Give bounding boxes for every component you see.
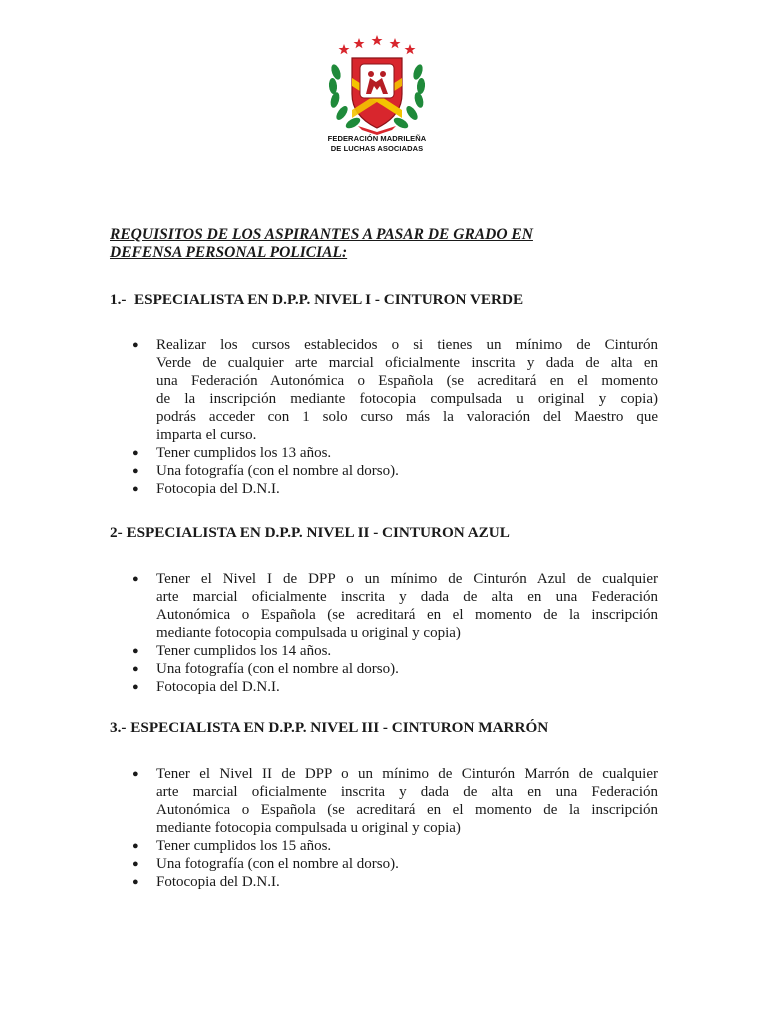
item-text-line: mediante fotocopia compulsada u original y copia): [156, 820, 461, 836]
item-text-line: Tener el Nivel I de DPP o un mínimo de Cinturón Azul de cualquier: [156, 571, 658, 587]
document-title-line: DEFENSA PERSONAL POLICIAL:: [110, 244, 348, 261]
bullet-icon: ●: [132, 858, 139, 870]
bullet-icon: ●: [132, 876, 139, 888]
section-heading-nivel-2: 2- ESPECIALISTA EN D.P.P. NIVEL II - CINTURON AZUL: [110, 524, 510, 541]
bullet-icon: ●: [132, 447, 139, 459]
bullet-icon: ●: [132, 768, 139, 780]
item-text-line: arte marcial oficialmente inscrita y dada de alta en una Federación: [156, 784, 658, 800]
list-item: [110, 837, 658, 855]
federation-emblem-icon: [322, 32, 432, 136]
bullet-icon: ●: [132, 681, 139, 693]
bullet-icon: ●: [132, 339, 139, 351]
list-item: [110, 765, 658, 837]
requirements-list-nivel-1: [110, 336, 658, 498]
list-item: [110, 336, 658, 444]
item-text-line: podrás acceder con 1 solo curso más la valoración del Maestro que: [156, 409, 658, 425]
item-text-line: Fotocopia del D.N.I.: [156, 679, 280, 695]
item-text-line: Autonómica o Española (se acreditará en el momento de la inscripción: [156, 802, 658, 818]
item-text-line: Tener cumplidos los 13 años.: [156, 445, 332, 461]
stars-icon: [339, 35, 416, 54]
list-item: [110, 855, 658, 873]
federation-name: [300, 134, 454, 153]
item-text-line: Una fotografía (con el nombre al dorso).: [156, 463, 399, 479]
list-item: [110, 678, 658, 696]
item-text-line: una Federación Autonómica o Española (se acreditará en el momento: [156, 373, 658, 389]
item-text-line: Tener el Nivel II de DPP o un mínimo de Cinturón Marrón de cualquier: [156, 766, 658, 782]
item-text-line: Realizar los cursos establecidos o si tienes un mínimo de Cinturón: [156, 337, 658, 353]
document-title: [110, 226, 670, 262]
item-text-line: Tener cumplidos los 14 años.: [156, 643, 332, 659]
item-text-line: Tener cumplidos los 15 años.: [156, 838, 332, 854]
list-item: [110, 873, 658, 891]
federation-name-line: FEDERACIÓN MADRILEÑA: [327, 134, 427, 143]
item-text-line: Una fotografía (con el nombre al dorso).: [156, 856, 399, 872]
item-text-line: imparta el curso.: [156, 427, 257, 443]
list-item: [110, 480, 658, 498]
item-text-line: Verde de cualquier arte marcial oficialmente inscrita y dada de alta en: [156, 355, 658, 371]
item-text-line: Una fotografía (con el nombre al dorso).: [156, 661, 399, 677]
section-heading-nivel-3: 3.- ESPECIALISTA EN D.P.P. NIVEL III - CINTURON MARRÓN: [110, 719, 549, 736]
requirements-list-nivel-2: [110, 570, 658, 696]
item-text-line: Fotocopia del D.N.I.: [156, 874, 280, 890]
bullet-icon: ●: [132, 645, 139, 657]
requirements-list-nivel-3: [110, 765, 658, 891]
bullet-icon: ●: [132, 483, 139, 495]
document-title-line: REQUISITOS DE LOS ASPIRANTES A PASAR DE GRADO EN: [110, 226, 533, 243]
bullet-icon: ●: [132, 465, 139, 477]
list-item: [110, 444, 658, 462]
bullet-icon: ●: [132, 663, 139, 675]
section-heading-nivel-1: 1.- ESPECIALISTA EN D.P.P. NIVEL I - CINTURON VERDE: [110, 291, 524, 308]
item-text-line: Autonómica o Española (se acreditará en el momento de la inscripción: [156, 607, 658, 623]
list-item: [110, 570, 658, 642]
bullet-icon: ●: [132, 573, 139, 585]
list-item: [110, 642, 658, 660]
federation-name-line: DE LUCHAS ASOCIADAS: [330, 143, 424, 153]
item-text-line: arte marcial oficialmente inscrita y dada de alta en una Federación: [156, 589, 658, 605]
item-text-line: mediante fotocopia compulsada u original y copia): [156, 625, 461, 641]
item-text-line: Fotocopia del D.N.I.: [156, 481, 280, 497]
item-text-line: de la inscripción mediante fotocopia compulsada u original y copia): [156, 391, 658, 407]
list-item: [110, 660, 658, 678]
bullet-icon: ●: [132, 840, 139, 852]
list-item: [110, 462, 658, 480]
